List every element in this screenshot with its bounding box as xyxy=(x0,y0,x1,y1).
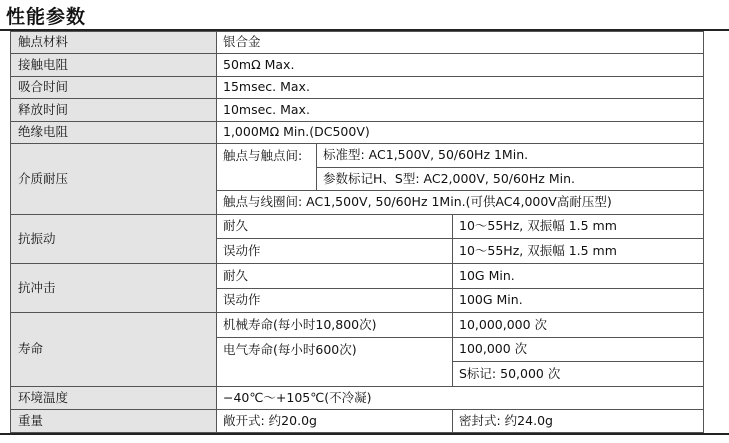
performance-table xyxy=(10,31,704,433)
release-time-label: 释放时间 xyxy=(11,99,217,121)
operate-time-value: 15msec. Max. xyxy=(217,76,704,98)
table-row xyxy=(11,410,704,433)
insulation-resistance-label: 绝缘电阻 xyxy=(11,121,217,143)
electrical-life-label: 电气寿命(每小时600次) xyxy=(217,337,453,386)
vibration-endurance-value: 10～55Hz, 双振幅 1.5 mm xyxy=(453,214,704,239)
vibration-malfunction-value: 10～55Hz, 双振幅 1.5 mm xyxy=(453,239,704,264)
vibration-label: 抗振动 xyxy=(11,214,217,263)
vibration-malfunction-label: 误动作 xyxy=(217,239,453,264)
dielectric-strength-label: 介质耐压 xyxy=(11,144,217,215)
table-row xyxy=(11,214,704,239)
shock-label: 抗冲击 xyxy=(11,264,217,313)
mechanical-life-value: 10,000,000 次 xyxy=(453,313,704,338)
contact-resistance-value: 50mΩ Max. xyxy=(217,54,704,76)
contact-resistance-label: 接触电阻 xyxy=(11,54,217,76)
vibration-endurance-label: 耐久 xyxy=(217,214,453,239)
contact-material-value: 银合金 xyxy=(217,32,704,54)
shock-malfunction-label: 误动作 xyxy=(217,288,453,313)
life-label: 寿命 xyxy=(11,313,217,387)
dielectric-marked-value: 参数标记H、S型: AC2,000V, 50/60Hz Min. xyxy=(317,167,704,191)
table-row xyxy=(11,76,704,98)
between-contacts-spacer xyxy=(217,167,317,191)
page-title: 性能参数 xyxy=(6,6,87,28)
shock-endurance-value: 10G Min. xyxy=(453,264,704,289)
table-row xyxy=(11,54,704,76)
release-time-value: 10msec. Max. xyxy=(217,99,704,121)
table-row xyxy=(11,32,704,54)
s-mark-life-value: S标记: 50,000 次 xyxy=(453,362,704,387)
weight-label: 重量 xyxy=(11,410,217,433)
between-contacts-label: 触点与触点间: xyxy=(217,144,317,168)
insulation-resistance-value: 1,000MΩ Min.(DC500V) xyxy=(217,121,704,143)
weight-sealed-value: 密封式: 约24.0g xyxy=(453,410,704,433)
ambient-temp-value: −40℃～+105℃(不冷凝) xyxy=(217,386,704,410)
table-row xyxy=(11,99,704,121)
contact-material-label: 触点材料 xyxy=(11,32,217,54)
table-row xyxy=(11,264,704,289)
table-row xyxy=(11,386,704,410)
table-row xyxy=(11,144,704,168)
operate-time-label: 吸合时间 xyxy=(11,76,217,98)
dielectric-standard-value: 标准型: AC1,500V, 50/60Hz 1Min. xyxy=(317,144,704,168)
mechanical-life-label: 机械寿命(每小时10,800次) xyxy=(217,313,453,338)
ambient-temp-label: 环境温度 xyxy=(11,386,217,410)
electrical-life-value: 100,000 次 xyxy=(453,337,704,362)
table-row xyxy=(11,121,704,143)
shock-endurance-label: 耐久 xyxy=(217,264,453,289)
shock-malfunction-value: 100G Min. xyxy=(453,288,704,313)
weight-open-value: 敞开式: 约20.0g xyxy=(217,410,453,433)
contact-coil-value: 触点与线圈间: AC1,500V, 50/60Hz 1Min.(可供AC4,000V高耐压型) xyxy=(217,191,704,215)
bottom-rule xyxy=(0,433,729,435)
table-row xyxy=(11,313,704,338)
